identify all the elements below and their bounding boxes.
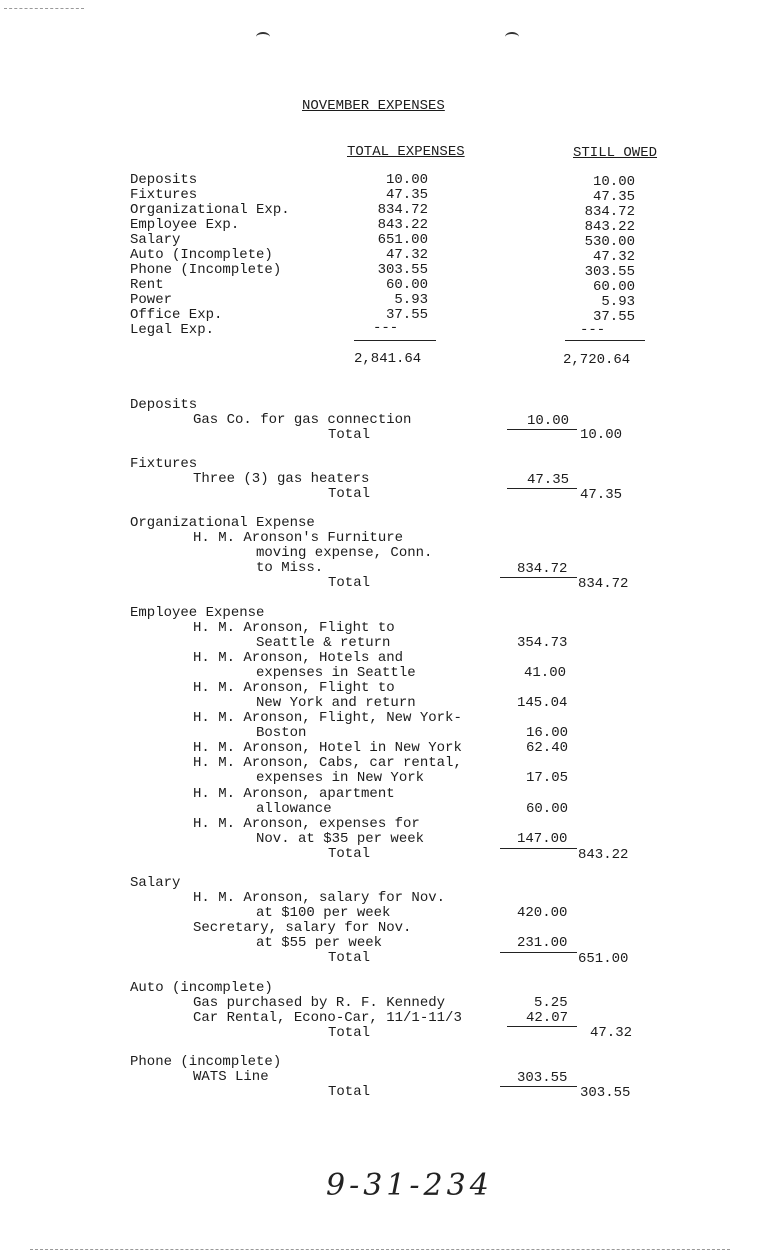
line-item: expenses in Seattle (256, 665, 416, 681)
amount-rule (500, 1086, 577, 1087)
section-total: 303.55 (580, 1085, 631, 1101)
binding-mark-left (256, 32, 270, 42)
line-item: Gas Co. for gas connection (193, 412, 412, 428)
line-item: Three (3) gas heaters (193, 471, 370, 487)
line-amount: 47.35 (527, 472, 570, 488)
total-label: Total (328, 486, 371, 502)
summary-total: 834.72 (377, 202, 428, 218)
line-amount: 420.00 (517, 905, 568, 921)
summary-label: Deposits (130, 172, 198, 188)
line-item: Boston (256, 725, 307, 741)
line-item: Nov. at $35 per week (256, 831, 425, 847)
summary-total: 843.22 (377, 217, 428, 233)
section-total: 47.32 (590, 1025, 633, 1041)
summary-label: Organizational Exp. (130, 202, 290, 218)
summary-total: 10.00 (385, 172, 428, 188)
line-amount: 354.73 (517, 635, 568, 651)
amount-rule (500, 577, 577, 578)
summary-owed: 60.00 (592, 279, 635, 295)
summary-owed: 10.00 (592, 174, 635, 190)
summary-owed: --- (580, 322, 606, 338)
handwritten-file-number: 9-31-234 (326, 1168, 493, 1203)
grand-total-expenses: 2,841.64 (354, 351, 422, 367)
line-amount: 62.40 (526, 740, 569, 756)
line-item: H. M. Aronson, Hotel in New York (193, 740, 462, 756)
amount-rule (507, 429, 577, 430)
line-amount: 834.72 (517, 561, 568, 577)
summary-label: Phone (Incomplete) (130, 262, 282, 278)
line-item: H. M. Aronson's Furniture (193, 530, 404, 546)
line-amount: 10.00 (527, 413, 570, 429)
top-edge-dashes (4, 8, 84, 9)
section-total: 651.00 (578, 951, 629, 967)
section-heading: Organizational Expense (130, 515, 315, 531)
summary-total: --- (373, 320, 399, 336)
summary-total: 37.55 (385, 307, 428, 323)
summary-owed: 530.00 (584, 234, 635, 250)
total-label: Total (328, 427, 371, 443)
line-item: at $55 per week (256, 935, 383, 951)
summary-owed: 37.55 (592, 309, 635, 325)
header-total-expenses: TOTAL EXPENSES (347, 144, 465, 160)
line-item: H. M. Aronson, Hotels and (193, 650, 404, 666)
line-amount: 145.04 (517, 695, 568, 711)
line-item: H. M. Aronson, Cabs, car rental, (193, 755, 462, 771)
line-amount: 303.55 (517, 1070, 568, 1086)
line-amount: 60.00 (526, 801, 569, 817)
summary-label: Employee Exp. (130, 217, 240, 233)
summary-label: Salary (130, 232, 181, 248)
summary-label: Fixtures (130, 187, 198, 203)
total-label: Total (328, 575, 371, 591)
summary-total: 651.00 (377, 232, 428, 248)
summary-owed: 47.32 (592, 249, 635, 265)
summary-total: 47.35 (385, 187, 428, 203)
section-heading: Auto (incomplete) (130, 980, 273, 996)
line-item: WATS Line (193, 1069, 269, 1085)
summary-label: Power (130, 292, 173, 308)
summary-owed: 5.93 (601, 294, 635, 310)
line-item: H. M. Aronson, expenses for (193, 816, 420, 832)
summary-total: 5.93 (394, 292, 428, 308)
line-item: at $100 per week (256, 905, 391, 921)
line-amount: 5.25 (534, 995, 568, 1011)
line-item: Seattle & return (256, 635, 391, 651)
summary-owed-rule (565, 340, 645, 341)
line-item: H. M. Aronson, salary for Nov. (193, 890, 446, 906)
line-item: Gas purchased by R. F. Kennedy (193, 995, 446, 1011)
summary-total-rule (354, 340, 436, 341)
summary-label: Legal Exp. (130, 322, 215, 338)
line-amount: 147.00 (517, 831, 568, 847)
total-label: Total (328, 950, 371, 966)
line-amount: 42.07 (526, 1010, 569, 1026)
line-item: Car Rental, Econo-Car, 11/1-11/3 (193, 1010, 462, 1026)
summary-label: Office Exp. (130, 307, 223, 323)
summary-owed: 843.22 (584, 219, 635, 235)
summary-total: 303.55 (377, 262, 428, 278)
summary-owed: 834.72 (584, 204, 635, 220)
section-heading: Phone (incomplete) (130, 1054, 282, 1070)
line-item: Secretary, salary for Nov. (193, 920, 412, 936)
line-amount: 16.00 (526, 725, 569, 741)
line-item: H. M. Aronson, Flight, New York- (193, 710, 462, 726)
section-total: 834.72 (578, 576, 629, 592)
section-heading: Fixtures (130, 456, 198, 472)
amount-rule (500, 848, 577, 849)
header-still-owed: STILL OWED (573, 145, 658, 161)
total-label: Total (328, 1025, 371, 1041)
section-heading: Deposits (130, 397, 198, 413)
line-item: allowance (256, 801, 332, 817)
section-heading: Employee Expense (130, 605, 265, 621)
section-heading: Salary (130, 875, 181, 891)
line-item: moving expense, Conn. (256, 545, 433, 561)
summary-label: Auto (Incomplete) (130, 247, 273, 263)
summary-label: Rent (130, 277, 164, 293)
total-label: Total (328, 1084, 371, 1100)
line-item: H. M. Aronson, Flight to (193, 680, 395, 696)
section-total: 10.00 (580, 427, 623, 443)
line-item: New York and return (256, 695, 416, 711)
amount-rule (500, 952, 577, 953)
line-item: H. M. Aronson, apartment (193, 786, 395, 802)
section-total: 843.22 (578, 847, 629, 863)
bottom-edge-dashes (30, 1249, 730, 1250)
line-item: expenses in New York (256, 770, 425, 786)
line-amount: 231.00 (517, 935, 568, 951)
binding-mark-right (505, 32, 519, 42)
section-total: 47.35 (580, 487, 623, 503)
summary-owed: 303.55 (584, 264, 635, 280)
summary-total: 60.00 (385, 277, 428, 293)
summary-owed: 47.35 (592, 189, 635, 205)
line-item: to Miss. (256, 560, 324, 576)
line-amount: 17.05 (526, 770, 569, 786)
summary-total: 47.32 (385, 247, 428, 263)
total-label: Total (328, 846, 371, 862)
grand-total-owed: 2,720.64 (563, 352, 631, 368)
line-item: H. M. Aronson, Flight to (193, 620, 395, 636)
amount-rule (507, 488, 577, 489)
line-amount: 41.00 (524, 665, 567, 681)
page-title: NOVEMBER EXPENSES (302, 98, 445, 114)
amount-rule (507, 1026, 577, 1027)
